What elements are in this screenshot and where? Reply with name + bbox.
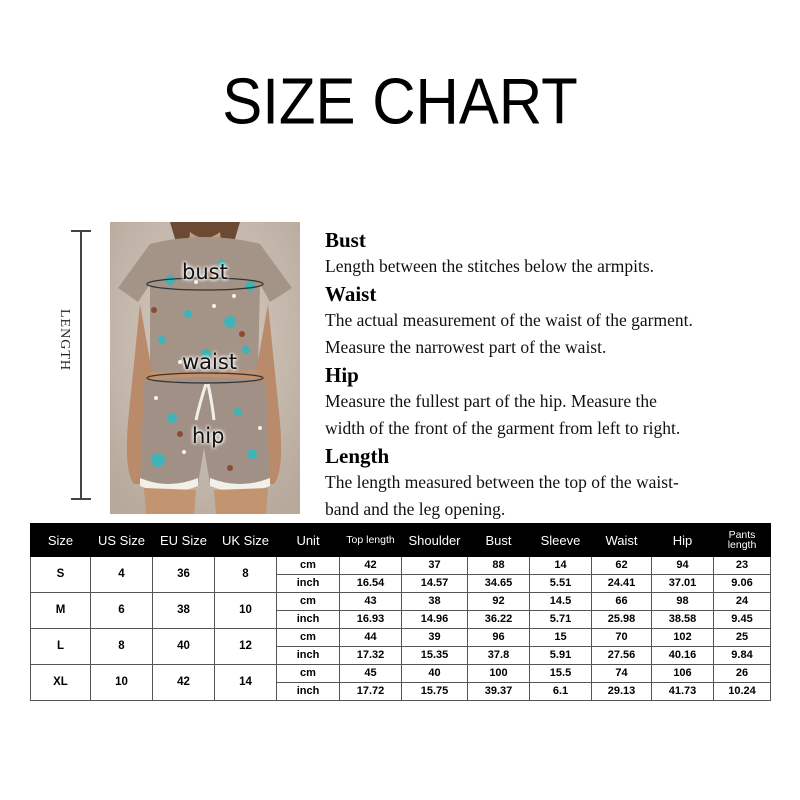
measurement-cell: 14 [530, 557, 592, 575]
measurement-cell: 9.06 [714, 575, 771, 593]
measurement-cell: 92 [468, 593, 530, 611]
size-cell-eu: 36 [153, 557, 215, 593]
measurement-cell: 42 [340, 557, 402, 575]
measurement-cell: 62 [592, 557, 652, 575]
measurement-cell: 16.54 [340, 575, 402, 593]
measurement-cell: 26 [714, 665, 771, 683]
measurement-cell: 66 [592, 593, 652, 611]
measurement-cell: 74 [592, 665, 652, 683]
measurement-cell: 15.35 [402, 647, 468, 665]
size-cell-size: XL [31, 665, 91, 701]
description-hip [325, 363, 795, 442]
size-table [30, 523, 771, 701]
page-title: SIZE CHART [222, 65, 578, 138]
size-cell-us: 10 [91, 665, 153, 701]
measurement-cell: 17.32 [340, 647, 402, 665]
measurement-cell: 44 [340, 629, 402, 647]
header-cell: UK Size [215, 524, 277, 557]
size-cell-size: S [31, 557, 91, 593]
measurement-cell: 5.91 [530, 647, 592, 665]
measurement-cell: 14.5 [530, 593, 592, 611]
unit-cell: cm [277, 665, 340, 683]
measurement-cell: 15 [530, 629, 592, 647]
header-cell: Pants length [714, 524, 771, 557]
description-line: band and the leg opening. [325, 499, 506, 519]
measurement-cell: 37.8 [468, 647, 530, 665]
description-line: The actual measurement of the waist of the garment. [325, 310, 693, 330]
header-cell: Sleeve [530, 524, 592, 557]
table-row [31, 557, 771, 575]
measurement-cell: 17.72 [340, 683, 402, 701]
description-line: The length measured between the top of the waist- [325, 472, 679, 492]
measurement-cell: 14.96 [402, 611, 468, 629]
table-body [31, 557, 771, 701]
header-cell: Waist [592, 524, 652, 557]
measurement-cell: 38.58 [652, 611, 714, 629]
size-cell-uk: 8 [215, 557, 277, 593]
waist-tag: waist [182, 350, 238, 374]
measurement-cell: 43 [340, 593, 402, 611]
ruler-bottom-cap [71, 498, 91, 500]
measurement-cell: 5.71 [530, 611, 592, 629]
unit-cell: cm [277, 629, 340, 647]
measurement-cell: 40 [402, 665, 468, 683]
header-cell: Unit [277, 524, 340, 557]
measurement-cell: 96 [468, 629, 530, 647]
measurement-cell: 98 [652, 593, 714, 611]
size-cell-size: M [31, 593, 91, 629]
unit-cell: cm [277, 557, 340, 575]
measurement-cell: 23 [714, 557, 771, 575]
size-cell-uk: 10 [215, 593, 277, 629]
description-heading: Waist [325, 282, 377, 306]
measurement-cell: 5.51 [530, 575, 592, 593]
size-cell-us: 6 [91, 593, 153, 629]
unit-cell: inch [277, 683, 340, 701]
ruler-label-text: LENGTH [57, 309, 72, 371]
measurement-cell: 27.56 [592, 647, 652, 665]
description-line: Measure the narrowest part of the waist. [325, 337, 607, 357]
measurement-cell: 24.41 [592, 575, 652, 593]
unit-cell: inch [277, 575, 340, 593]
unit-cell: cm [277, 593, 340, 611]
size-cell-uk: 14 [215, 665, 277, 701]
measurement-cell: 106 [652, 665, 714, 683]
measurement-cell: 25 [714, 629, 771, 647]
size-cell-eu: 42 [153, 665, 215, 701]
description-heading: Hip [325, 363, 359, 387]
description-bust [325, 228, 795, 280]
table-row [31, 593, 771, 611]
size-cell-uk: 12 [215, 629, 277, 665]
size-cell-us: 8 [91, 629, 153, 665]
size-cell-size: L [31, 629, 91, 665]
measurement-cell: 40.16 [652, 647, 714, 665]
table-row [31, 629, 771, 647]
measurement-cell: 9.45 [714, 611, 771, 629]
measurement-cell: 10.24 [714, 683, 771, 701]
description-line: Measure the fullest part of the hip. Measure the [325, 391, 657, 411]
measurement-cell: 24 [714, 593, 771, 611]
header-cell: Size [31, 524, 91, 557]
hip-tag: hip [192, 424, 225, 448]
measurement-cell: 41.73 [652, 683, 714, 701]
header-cell: Top length [340, 524, 402, 557]
measurement-cell: 25.98 [592, 611, 652, 629]
unit-cell: inch [277, 647, 340, 665]
measurement-cell: 102 [652, 629, 714, 647]
bust-tag: bust [182, 260, 228, 284]
measurement-cell: 16.93 [340, 611, 402, 629]
measurement-descriptions [325, 228, 795, 525]
measurement-cell: 88 [468, 557, 530, 575]
ruler-line [80, 230, 82, 500]
size-cell-eu: 40 [153, 629, 215, 665]
description-line: Length between the stitches below the armpits. [325, 256, 655, 276]
measurement-cell: 9.84 [714, 647, 771, 665]
measurement-cell: 36.22 [468, 611, 530, 629]
model-photo [110, 222, 300, 514]
measurement-cell: 45 [340, 665, 402, 683]
description-waist [325, 282, 795, 361]
measurement-cell: 100 [468, 665, 530, 683]
measurement-cell: 37.01 [652, 575, 714, 593]
measurement-cell: 15.5 [530, 665, 592, 683]
measurement-cell: 34.65 [468, 575, 530, 593]
measurement-cell: 70 [592, 629, 652, 647]
description-heading: Length [325, 444, 390, 468]
header-cell: US Size [91, 524, 153, 557]
header-cell: Shoulder [402, 524, 468, 557]
table-row [31, 665, 771, 683]
description-line: width of the front of the garment from left to right. [325, 418, 681, 438]
measurement-cell: 38 [402, 593, 468, 611]
measurement-cell: 14.57 [402, 575, 468, 593]
size-cell-eu: 38 [153, 593, 215, 629]
measurement-cell: 39 [402, 629, 468, 647]
size-cell-us: 4 [91, 557, 153, 593]
measurement-cell: 37 [402, 557, 468, 575]
description-length [325, 444, 795, 523]
measurement-cell: 6.1 [530, 683, 592, 701]
header-cell: EU Size [153, 524, 215, 557]
description-heading: Bust [325, 228, 366, 252]
measurement-cell: 29.13 [592, 683, 652, 701]
measurement-cell: 39.37 [468, 683, 530, 701]
header-cell: Hip [652, 524, 714, 557]
header-cell: Bust [468, 524, 530, 557]
measurement-cell: 94 [652, 557, 714, 575]
table-header-row [31, 524, 771, 557]
unit-cell: inch [277, 611, 340, 629]
measurement-cell: 15.75 [402, 683, 468, 701]
